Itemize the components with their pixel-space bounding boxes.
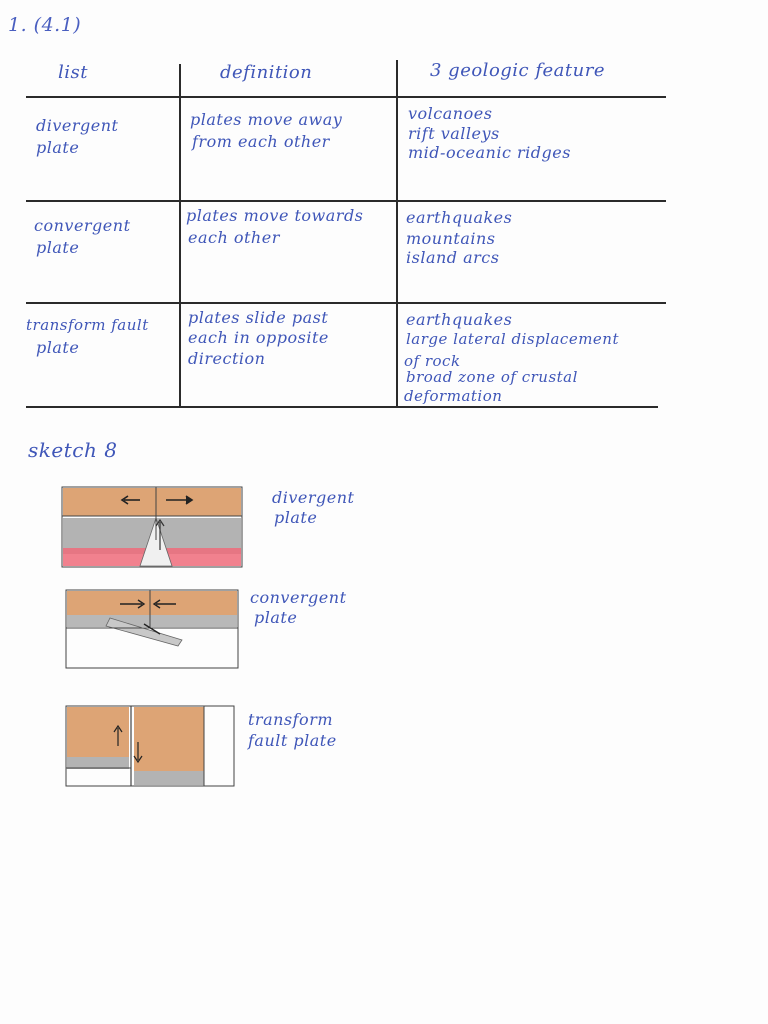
feature-cell-line: deformation <box>404 387 503 405</box>
definition-cell-line: direction <box>188 349 266 368</box>
column-header-features: 3 geologic feature <box>430 60 605 81</box>
feature-cell-line: earthquakes <box>406 208 513 227</box>
convergent-plate-sketch <box>66 590 238 668</box>
sketch-label-convergent-2: plate <box>254 608 298 627</box>
feature-cell-line: earthquakes <box>406 310 513 329</box>
definition-cell-line: each in opposite <box>188 328 329 347</box>
definition-cell-line: from each other <box>192 132 330 151</box>
column-header-list: list <box>58 62 88 83</box>
question-number: 1. (4.1) <box>8 14 82 36</box>
definition-cell-line: each other <box>188 228 280 247</box>
list-cell-line: plate <box>36 138 80 157</box>
feature-cell-line: broad zone of crustal <box>406 368 578 386</box>
sketch-heading: sketch 8 <box>28 438 118 462</box>
feature-cell-line: mid-oceanic ridges <box>408 143 571 162</box>
list-cell-line: plate <box>36 338 80 357</box>
list-cell-line: convergent <box>34 216 131 235</box>
definition-cell-line: plates move towards <box>186 206 364 225</box>
feature-cell-line: rift valleys <box>408 124 500 143</box>
sketch-label-convergent: convergent <box>250 588 347 607</box>
list-cell-line: transform fault <box>26 316 149 334</box>
definition-cell-line: plates slide past <box>188 308 329 327</box>
column-header-definition: definition <box>220 62 313 83</box>
feature-cell-line: of rock <box>404 352 461 370</box>
sketch-label-transform-2: fault plate <box>248 731 337 750</box>
feature-cell-line: mountains <box>406 229 496 248</box>
sketch-label-transform: transform <box>248 710 334 729</box>
list-cell-line: divergent <box>36 116 119 135</box>
feature-cell-line: large lateral displacement <box>406 330 619 348</box>
feature-cell-line: island arcs <box>406 248 500 267</box>
divergent-plate-sketch <box>62 487 242 567</box>
definition-cell-line: plates move away <box>190 110 343 129</box>
transform-fault-sketch <box>66 706 234 786</box>
list-cell-line: plate <box>36 238 80 257</box>
sketch-label-divergent: divergent <box>272 488 355 507</box>
feature-cell-line: volcanoes <box>408 104 493 123</box>
sketch-label-divergent-2: plate <box>274 508 318 527</box>
